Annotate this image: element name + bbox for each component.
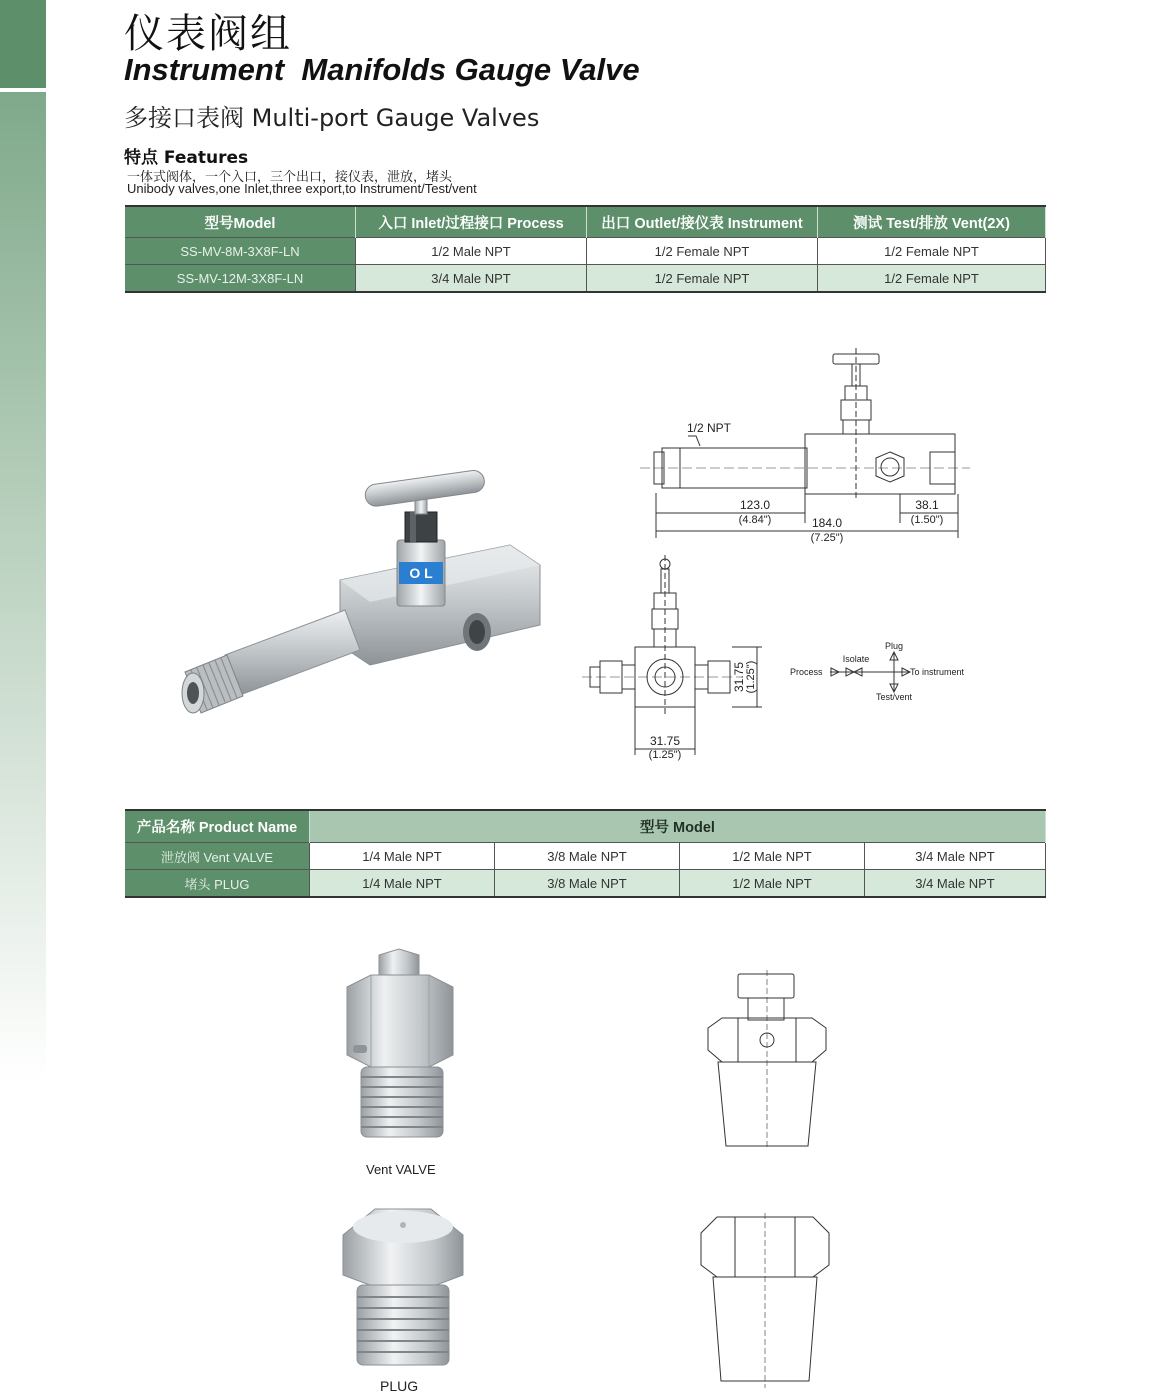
table-row (125, 265, 1046, 293)
gauge-valve-photo (165, 450, 550, 725)
side-accent-bar-top (0, 0, 46, 88)
dim-123: 123.0 (739, 498, 771, 512)
cell-size: 1/2 Male NPT (680, 870, 865, 898)
plug-drawing (695, 1213, 835, 1388)
table-header-row (125, 810, 1046, 843)
col-header-inlet: 入口 Inlet/过程接口 Process (356, 206, 587, 238)
cell-size: 3/4 Male NPT (865, 870, 1046, 898)
dim-38: 38.1 (915, 498, 939, 512)
dim-front-v: 31.75 (732, 661, 746, 693)
dim-123-in: (4.84") (738, 514, 772, 526)
cell-inlet: 3/4 Male NPT (356, 265, 587, 293)
cell-model: SS-MV-12M-3X8F-LN (125, 265, 356, 293)
valve-brand-badge: O L (409, 565, 433, 581)
cell-size: 1/4 Male NPT (310, 870, 495, 898)
plug-caption: PLUG (380, 1378, 419, 1394)
dim-184-in: (7.25") (810, 532, 844, 544)
plug-photo (335, 1205, 470, 1375)
cell-size: 3/8 Male NPT (495, 870, 680, 898)
vent-valve-drawing (700, 970, 835, 1150)
vent-valve-caption: Vent VALVE (366, 1162, 436, 1177)
features-line-en: Unibody valves,one Inlet,three export,to Instrument/Test/vent (127, 181, 477, 196)
schematic-process: Process (790, 667, 823, 677)
schematic-isolate: Isolate (842, 654, 870, 664)
dim-front-h-in: (1.25") (648, 749, 682, 761)
page-subtitle: 多接口表阀 Multi-port Gauge Valves (124, 104, 540, 132)
features-heading: 特点 Features (124, 148, 249, 168)
cell-size: 3/4 Male NPT (865, 843, 1046, 870)
schematic-plug: Plug (884, 641, 904, 651)
side-accent-bar (0, 92, 46, 1082)
vent-valve-photo (335, 945, 465, 1145)
dim-38-in: (1.50") (910, 514, 944, 526)
col-header-test-vent: 测试 Test/排放 Vent(2X) (818, 206, 1046, 238)
cell-size: 1/2 Male NPT (680, 843, 865, 870)
table-row (125, 843, 1046, 870)
table-row (125, 238, 1046, 265)
table-header-row (125, 206, 1046, 238)
schematic-test-vent: Test/vent (875, 692, 913, 702)
model-spec-table (125, 205, 1046, 293)
flow-schematic (788, 638, 983, 704)
dim-front-h: 31.75 (649, 734, 681, 748)
npt-port-label: 1/2 NPT (687, 421, 732, 435)
cell-inlet: 1/2 Male NPT (356, 238, 587, 265)
col-header-product-name: 产品名称 Product Name (125, 810, 310, 843)
cell-outlet: 1/2 Female NPT (587, 265, 818, 293)
schematic-to-instrument: To instrument (910, 667, 965, 677)
cell-test-vent: 1/2 Female NPT (818, 238, 1046, 265)
cell-product-name: 堵头 PLUG (125, 870, 310, 898)
dim-184: 184.0 (811, 516, 843, 530)
page-title-en: Instrument Manifolds Gauge Valve (124, 52, 640, 87)
cell-size: 3/8 Male NPT (495, 843, 680, 870)
side-view-drawing (640, 348, 970, 548)
dim-front-v-in: (1.25") (745, 660, 757, 694)
cell-model: SS-MV-8M-3X8F-LN (125, 238, 356, 265)
features-line-cn: 一体式阀体，一个入口，三个出口，接仪表，泄放，堵头 (127, 170, 453, 185)
cell-outlet: 1/2 Female NPT (587, 238, 818, 265)
col-header-model: 型号 Model (310, 810, 1046, 843)
page-title-cn: 仪表阀组 (124, 11, 292, 57)
cell-test-vent: 1/2 Female NPT (818, 265, 1046, 293)
col-header-outlet: 出口 Outlet/接仪表 Instrument (587, 206, 818, 238)
accessory-table (125, 809, 1046, 898)
col-header-model: 型号Model (125, 206, 356, 238)
front-view-drawing (582, 555, 772, 765)
cell-size: 1/4 Male NPT (310, 843, 495, 870)
table-row (125, 870, 1046, 898)
cell-product-name: 泄放阀 Vent VALVE (125, 843, 310, 870)
